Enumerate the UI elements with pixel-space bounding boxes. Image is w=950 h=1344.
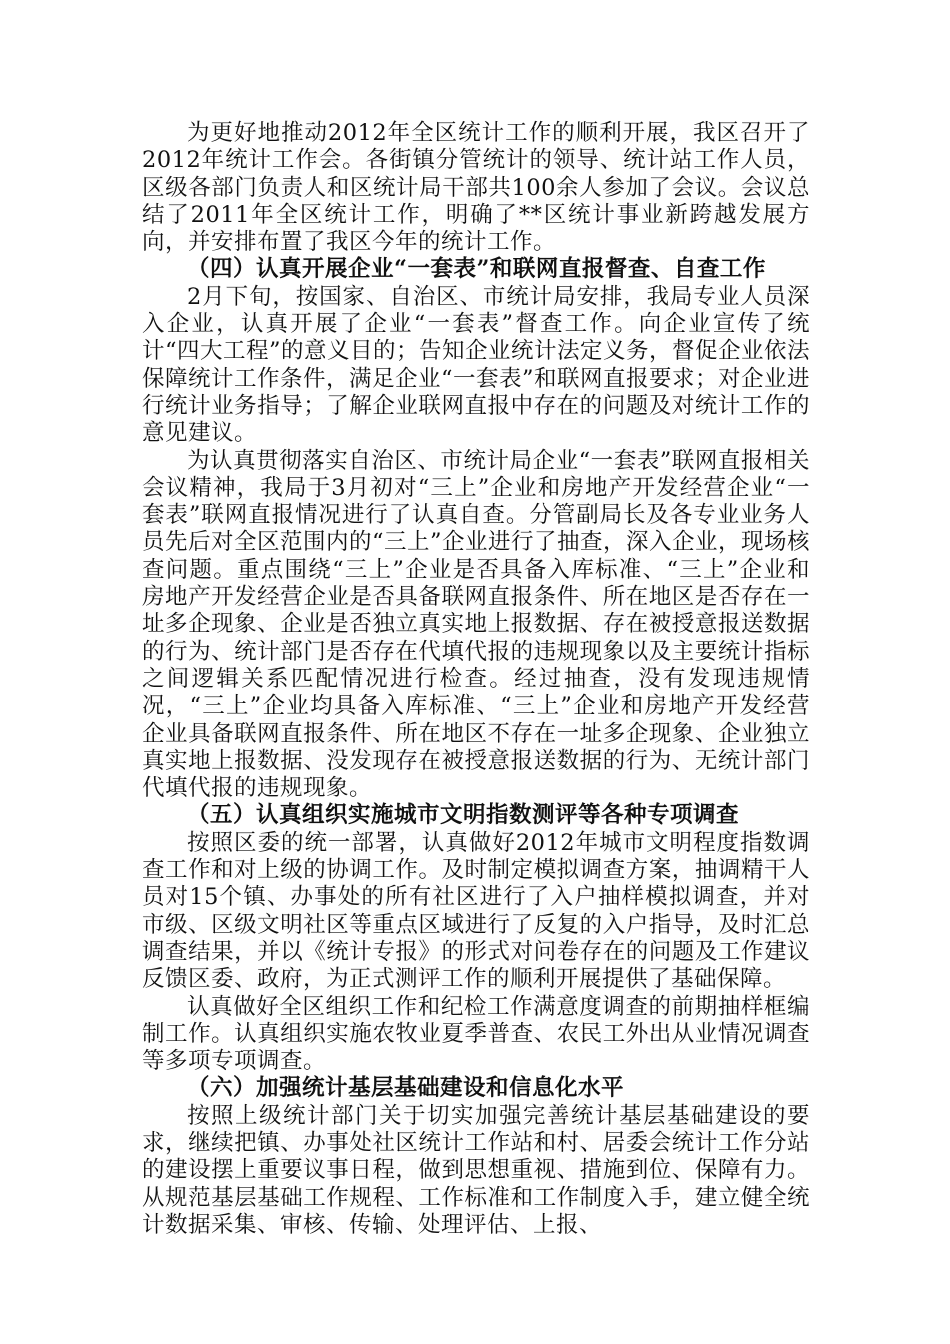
paragraph-civilization-survey: 按照区委的统一部署，认真做好2012年城市文明程度指数调查工作和对上级的协调工作。及时制定模拟调查方案，抽调精干人员对15个镇、办事处的所有社区进行了入户抽样模拟调查，并对市级、区级文明社区等重点区域进行了反复的入户指导，及时汇总调查结果，并以《统计专报》的形式对问卷存在的问题及工作建议反馈区委、政府，为正式测评工作的顺利开展提供了基础保障。: [142, 829, 810, 993]
paragraph-inspection: 2月下旬，按国家、自治区、市统计局安排，我局专业人员深入企业，认真开展了企业“一套表”督查工作。向企业宣传了统计“四大工程”的意义目的；告知企业统计法定义务，督促企业依法保障统计工作条件，满足企业“一套表”和联网直报要求；对企业进行统计业务指导；了解企业联网直报中存在的问题及对统计工作的意见建议。: [142, 283, 811, 447]
section-heading-6: （六）加强统计基层基础建设和信息化水平: [187, 1075, 625, 1102]
paragraph-satisfaction-survey: 认真做好全区组织工作和纪检工作满意度调查的前期抽样框编制工作。认真组织实施农牧业夏季普查、农民工外出从业情况调查等多项专项调查。: [142, 993, 810, 1075]
document-page: [142, 120, 810, 1239]
paragraph-meeting-summary: 为更好地推动2012年全区统计工作的顺利开展，我区召开了2012年统计工作会。各街镇分管统计的领导、统计站工作人员，区级各部门负责人和区统计局干部共100余人参加了会议。会议总结了2011年全区统计工作，明确了**区统计事业新跨越发展方向，并安排布置了我区今年的统计工作。: [142, 120, 810, 256]
section-heading-4: （四）认真开展企业“一套表”和联网直报督查、自查工作: [187, 256, 766, 283]
paragraph-self-check: 为认真贯彻落实自治区、市统计局企业“一套表”联网直报相关会议精神，我局于3月初对“三上”企业和房地产开发经营企业“一套表”联网直报情况进行了认真自查。分管副局长及各专业业务人员先后对全区范围内的“三上”企业进行了抽查，深入企业，现场核查问题。重点围绕“三上”企业是否具备入库标准、“三上”企业和房地产开发经营企业是否具备联网直报条件、所在地区是否存在一址多企现象、企业是否独立真实地上报数据、存在被授意报送数据的行为、统计部门是否存在代填代报的违规现象以及主要统计指标之间逻辑关系匹配情况进行检查。经过抽查，没有发现违规情况，“三上”企业均具备入库标准、“三上”企业和房地产开发经营企业具备联网直报条件、所在地区不存在一址多企现象、企业独立真实地上报数据、没发现存在被授意报送数据的行为、无统计部门代填代报的违规现象。: [142, 447, 811, 802]
section-heading-5: （五）认真组织实施城市文明指数测评等各种专项调查: [187, 802, 740, 829]
paragraph-grassroots-construction: 按照上级统计部门关于切实加强完善统计基层基础建设的要求，继续把镇、办事处社区统计工作站和村、居委会统计工作分站的建设摆上重要议事日程，做到思想重视、措施到位、保障有力。从规范基层基础工作规程、工作标准和工作制度入手，建立健全统计数据采集、审核、传输、处理评估、上报、: [142, 1102, 810, 1238]
